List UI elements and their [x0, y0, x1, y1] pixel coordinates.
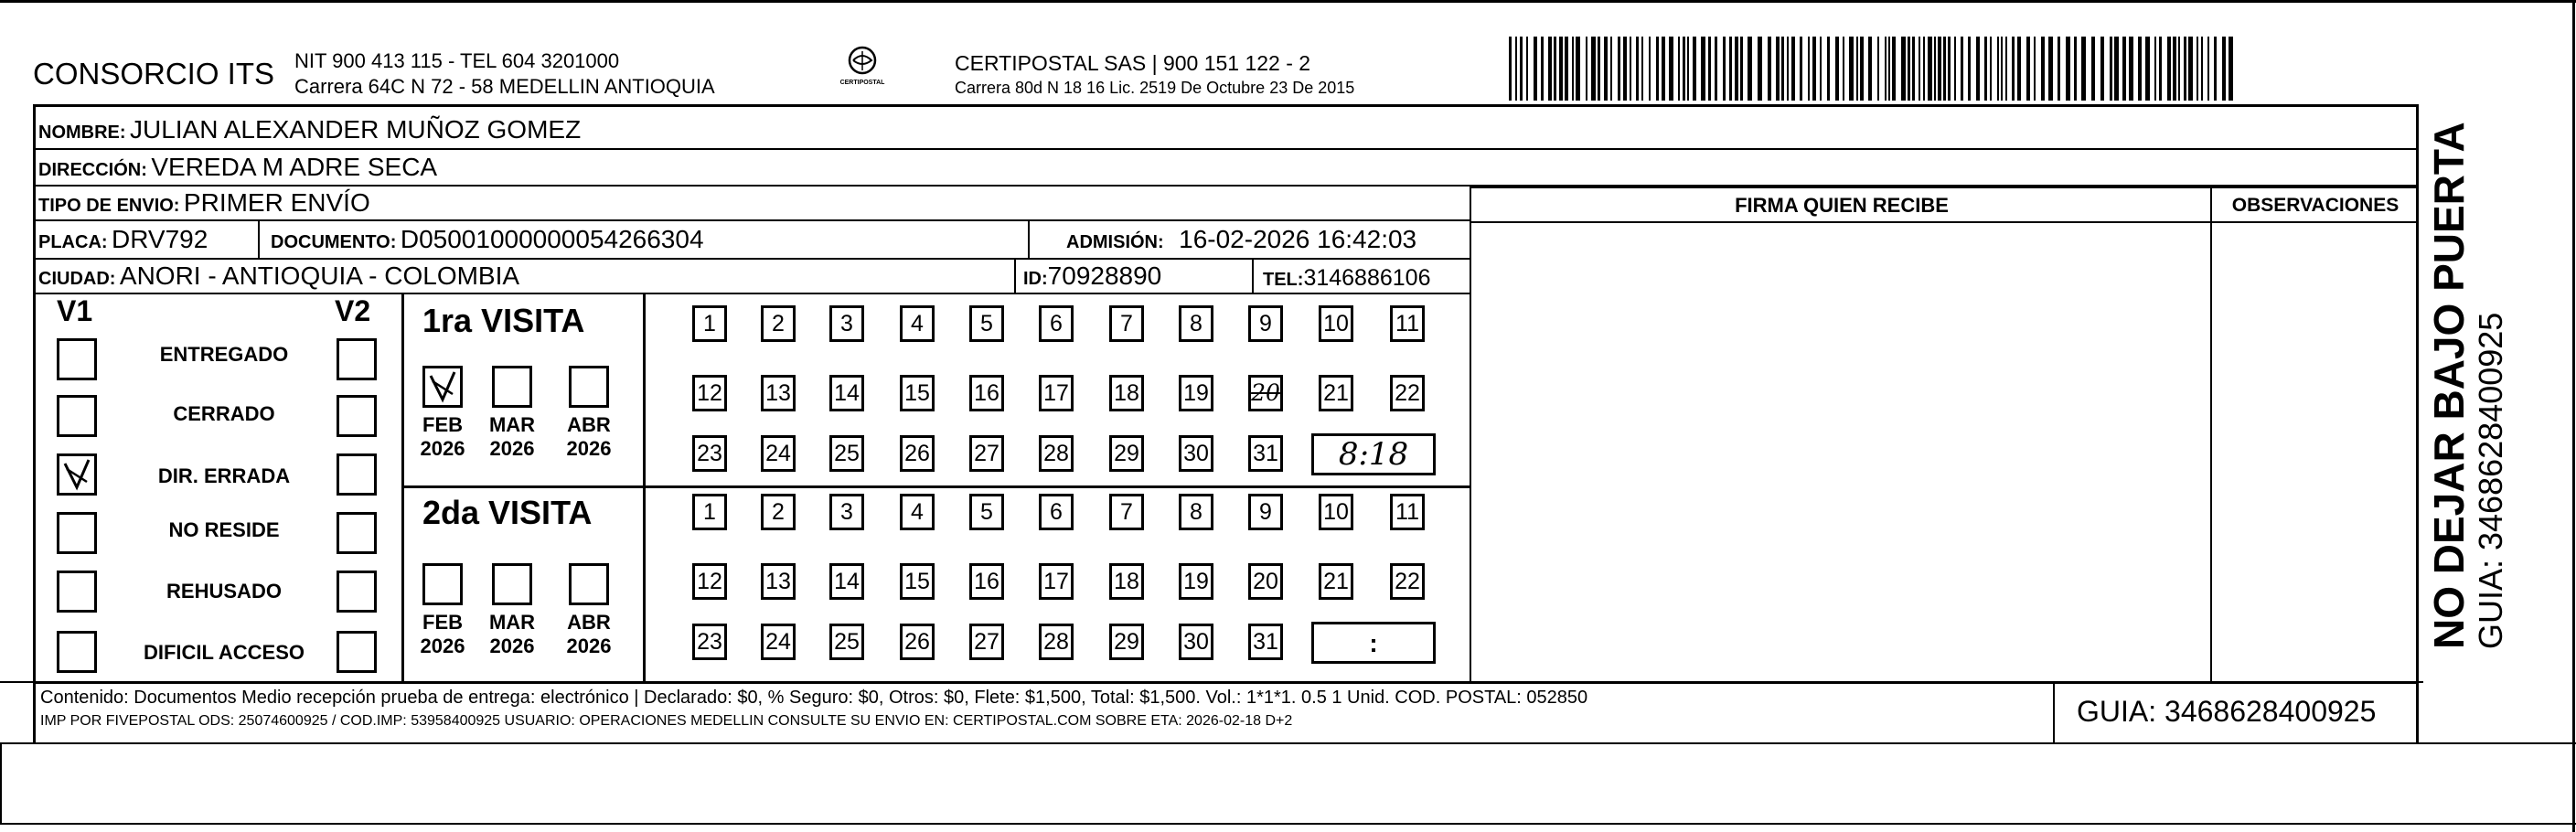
row-placa — [33, 221, 1471, 260]
barcode-bar — [1827, 37, 1830, 101]
visit2-day-box[interactable]: 30 — [1179, 624, 1213, 660]
barcode-bar — [1554, 37, 1556, 101]
barcode-bar — [1610, 37, 1612, 101]
logo-text: CERTIPOSTAL — [839, 80, 885, 86]
visit2-day-box[interactable]: 7 — [1109, 494, 1144, 530]
barcode-bar — [1877, 37, 1879, 101]
barcode-bar — [1598, 37, 1600, 101]
barcode-bar — [2214, 37, 2217, 101]
visit1-day-box[interactable]: 21 — [1319, 375, 1353, 411]
tipo-label: TIPO DE ENVIO: — [38, 196, 180, 216]
barcode-bar — [1990, 37, 1992, 101]
visit1-day-box[interactable]: 5 — [969, 305, 1004, 342]
visit2-month-checkbox[interactable] — [422, 563, 463, 605]
v1-checkbox[interactable] — [57, 512, 97, 554]
visit1-day-box[interactable]: 20 — [1248, 375, 1283, 411]
visit1-month-checkbox[interactable] — [569, 366, 609, 408]
barcode-bar — [1923, 37, 1925, 101]
barcode-bar — [1559, 37, 1563, 101]
visit2-day-box[interactable]: 15 — [900, 563, 935, 600]
barcode-bar — [1934, 37, 1936, 101]
visit1-month-checkbox[interactable] — [492, 366, 532, 408]
status-option-label: DIFICIL ACCESO — [143, 641, 305, 664]
visit1-day-box[interactable]: 23 — [692, 435, 727, 472]
barcode-bar — [1693, 37, 1696, 101]
visit2-day-box[interactable]: 18 — [1109, 563, 1144, 600]
barcode-bar — [2167, 37, 2171, 101]
barcode-bar — [1735, 37, 1738, 101]
visit2-year-label: 2026 — [566, 635, 612, 657]
barcode-bar — [2005, 37, 2007, 101]
id-cell — [1016, 260, 1254, 293]
visit1-time-box — [1311, 433, 1436, 475]
firma-column — [1470, 187, 2212, 682]
visit2-day-box[interactable]: 2 — [761, 494, 796, 530]
barcode-bar — [2034, 37, 2036, 101]
barcode-bar — [1835, 37, 1839, 101]
v1-checkbox[interactable] — [57, 571, 97, 613]
barcode-bar — [2184, 37, 2186, 101]
visit2-day-box[interactable]: 14 — [829, 563, 864, 600]
check-mark-icon — [59, 456, 94, 493]
barcode-bar — [2207, 37, 2209, 101]
visit2-day-box[interactable]: 26 — [900, 624, 935, 660]
barcode-bar — [2100, 37, 2104, 101]
visit2-day-box[interactable]: 20 — [1248, 563, 1283, 600]
ciudad-value: ANORI - ANTIOQUIA - COLOMBIA — [119, 261, 520, 290]
barcode-bar — [2154, 37, 2156, 101]
visit1-month-label: ABR — [567, 413, 611, 436]
v1-checkbox[interactable] — [57, 631, 97, 673]
barcode-bar — [2159, 37, 2162, 101]
barcode-bar — [1888, 37, 1890, 101]
direccion-label: DIRECCIÓN: — [38, 160, 147, 180]
visit1-month-checkbox[interactable] — [422, 366, 463, 408]
barcode-bar — [2138, 37, 2142, 101]
v2-checkbox[interactable] — [337, 512, 377, 554]
visit1-day-box[interactable]: 7 — [1109, 305, 1144, 342]
status-option-label: ENTREGADO — [159, 343, 289, 366]
footer-guia-cell — [2053, 683, 2419, 742]
barcode-bar — [1534, 37, 1537, 101]
v2-checkbox[interactable] — [337, 631, 377, 673]
right-border — [2572, 0, 2575, 832]
visit1-day-box[interactable]: 13 — [761, 375, 796, 411]
visit1-day-box[interactable]: 11 — [1390, 305, 1425, 342]
sender-nit-tel: NIT 900 413 115 - TEL 604 3201000 — [294, 49, 620, 72]
barcode-bar — [2173, 37, 2176, 101]
barcode-bar — [1901, 37, 1906, 101]
barcode-bar — [1678, 37, 1680, 101]
row-tipo — [33, 187, 1471, 221]
visit1-month-label: FEB — [422, 413, 463, 436]
visit2-day-box[interactable]: 13 — [761, 563, 796, 600]
barcode-bar — [1509, 37, 1512, 101]
barcode-bar — [1938, 37, 1941, 101]
visit1-day-box[interactable]: 12 — [692, 375, 727, 411]
status-option-label: DIR. ERRADA — [157, 464, 291, 487]
visit1-day-box[interactable]: 31 — [1248, 435, 1283, 472]
visit1-year-label: 2026 — [420, 437, 465, 460]
v1-header: V1 — [57, 294, 93, 327]
ciudad-cell — [33, 260, 1016, 293]
visit2-month-checkbox[interactable] — [492, 563, 532, 605]
barcode-bar — [1729, 37, 1732, 101]
visit2-month-label: MAR — [488, 611, 536, 634]
barcode-bar — [1723, 37, 1726, 101]
tipo-value: PRIMER ENVÍO — [183, 188, 370, 217]
top-border — [0, 0, 2576, 3]
visit2-day-box[interactable]: 19 — [1179, 563, 1213, 600]
barcode-bar — [1892, 37, 1896, 101]
barcode-bar — [2222, 37, 2226, 101]
barcode-bar — [2041, 37, 2045, 101]
barcode-bar — [2122, 37, 2126, 101]
barcode-bar — [1860, 37, 1864, 101]
visit2-day-box[interactable]: 22 — [1390, 563, 1425, 600]
barcode-bar — [2048, 37, 2053, 101]
documento-value: D05001000000054266304 — [400, 225, 704, 253]
visit2-day-box[interactable]: 11 — [1390, 494, 1425, 530]
barcode-bar — [2129, 37, 2133, 101]
barcode-bar — [1808, 37, 1810, 101]
v2-checkbox[interactable] — [337, 338, 377, 380]
barcode-bar — [1572, 37, 1574, 101]
visit1-year-label: 2026 — [566, 437, 612, 460]
barcode-bar — [1912, 37, 1915, 101]
visit-divider — [643, 294, 646, 682]
observaciones-header: OBSERVACIONES — [2212, 190, 2419, 223]
barcode-bar — [1687, 37, 1689, 101]
visit2-day-box[interactable]: 27 — [969, 624, 1004, 660]
barcode-bar — [1548, 37, 1552, 101]
barcode-bar — [1656, 37, 1659, 101]
visit1-year-label: 2026 — [489, 437, 535, 460]
visit2-day-box[interactable]: 4 — [900, 494, 935, 530]
barcode-bar — [2017, 37, 2021, 101]
visit1-day-box[interactable]: 6 — [1039, 305, 1074, 342]
logo-icon — [844, 46, 881, 77]
barcode-bar — [1618, 37, 1620, 101]
barcode — [1509, 37, 2240, 101]
visit1-day-box[interactable]: 10 — [1319, 305, 1353, 342]
visit1-day-box[interactable]: 9 — [1248, 305, 1283, 342]
barcode-bar — [1943, 37, 1946, 101]
barcode-bar — [1526, 37, 1528, 101]
barcode-bar — [1976, 37, 1980, 101]
barcode-bar — [1701, 37, 1705, 101]
barcode-bar — [2074, 37, 2077, 101]
barcode-bar — [2026, 37, 2030, 101]
barcode-bar — [1541, 37, 1544, 101]
visit1-day-box[interactable]: 3 — [829, 305, 864, 342]
barcode-bar — [2058, 37, 2060, 101]
v2-checkbox[interactable] — [337, 571, 377, 613]
visit1-day-box[interactable]: 8 — [1179, 305, 1213, 342]
v1-checkbox[interactable] — [57, 395, 97, 437]
barcode-bar — [1576, 37, 1580, 101]
barcode-bar — [1649, 37, 1651, 101]
visit1-day-box[interactable]: 17 — [1039, 375, 1074, 411]
barcode-bar — [2188, 37, 2193, 101]
footer-contenido: Contenido: Documentos Medio recepción prueba de entrega: electrónico | Declarado: $0, % Seguro: $0, Otros: $0, Flete: $1,500, Total: $1,500. Vol.: 1*1*1. 0.5 1 Unid. COD. POSTAL: 052850 — [40, 688, 1588, 708]
row-direccion — [33, 150, 2419, 187]
visit2-day-box[interactable]: 6 — [1039, 494, 1074, 530]
no-dejar-bajo-puerta: NO DEJAR BAJO PUERTA — [2425, 122, 2473, 649]
v2-header: V2 — [335, 294, 371, 327]
tel-value: 3146886106 — [1303, 265, 1431, 291]
barcode-bar — [2091, 37, 2095, 101]
barcode-bar — [1683, 37, 1685, 101]
barcode-bar — [1781, 37, 1784, 101]
left-border — [0, 742, 2, 825]
barcode-bar — [1565, 37, 1568, 101]
certipostal-logo — [839, 46, 885, 86]
barcode-bar — [1630, 37, 1631, 101]
barcode-bar — [1984, 37, 1987, 101]
visit2-day-box[interactable]: 1 — [692, 494, 727, 530]
check-mark-icon — [425, 368, 460, 405]
visit1-day-box[interactable]: 14 — [829, 375, 864, 411]
visit1-day-box[interactable]: 2 — [761, 305, 796, 342]
status-option-label: CERRADO — [173, 402, 275, 425]
barcode-bar — [1776, 37, 1780, 101]
barcode-bar — [1908, 37, 1910, 101]
firma-header: FIRMA QUIEN RECIBE — [1471, 190, 2212, 223]
barcode-bar — [2110, 37, 2112, 101]
barcode-bar — [1515, 37, 1517, 101]
visit2-day-box[interactable]: 3 — [829, 494, 864, 530]
status-option-label: NO RESIDE — [168, 518, 280, 541]
barcode-bar — [1623, 37, 1627, 101]
visit-row-divider — [401, 485, 1471, 488]
visit1-day-box[interactable]: 30 — [1179, 435, 1213, 472]
barcode-bar — [1812, 37, 1816, 101]
direccion-value: VEREDA M ADRE SECA — [151, 153, 438, 181]
visit2-day-box[interactable]: 5 — [969, 494, 1004, 530]
barcode-bar — [2201, 37, 2203, 101]
admision-label: ADMISIÓN: — [1066, 232, 1164, 252]
row-ciudad — [33, 260, 1471, 294]
barcode-bar — [1948, 37, 1951, 101]
lower-bottom-line — [0, 823, 2576, 825]
barcode-bar — [1520, 37, 1523, 101]
barcode-bar — [1669, 37, 1673, 101]
barcode-bar — [1591, 37, 1596, 101]
row-nombre — [33, 108, 2419, 150]
v2-checkbox[interactable] — [337, 395, 377, 437]
visit2-day-box[interactable]: 9 — [1248, 494, 1283, 530]
barcode-bar — [1715, 37, 1717, 101]
id-label: ID: — [1023, 269, 1048, 289]
visit1-day-box[interactable]: 26 — [900, 435, 935, 472]
barcode-bar — [1919, 37, 1920, 101]
id-value: 70928890 — [1047, 261, 1162, 290]
visit1-title: 1ra VISITA — [422, 302, 585, 339]
barcode-bar — [1604, 37, 1608, 101]
tel-cell — [1254, 260, 1430, 292]
barcode-bar — [2066, 37, 2070, 101]
visit2-title: 2da VISITA — [422, 494, 593, 531]
barcode-bar — [1758, 37, 1762, 101]
nombre-value: JULIAN ALEXANDER MUÑOZ GOMEZ — [130, 115, 582, 144]
visit2-day-box[interactable]: 10 — [1319, 494, 1353, 530]
barcode-bar — [1641, 37, 1643, 101]
placa-label: PLACA: — [38, 232, 108, 252]
barcode-bar — [2178, 37, 2180, 101]
visit2-day-box[interactable]: 23 — [692, 624, 727, 660]
footer-guia: GUIA: 3468628400925 — [2077, 695, 2377, 728]
visit2-month-label: FEB — [422, 611, 463, 634]
barcode-bar — [2081, 37, 2086, 101]
barcode-bar — [1800, 37, 1802, 101]
side-guia: GUIA: 3468628400925 — [2472, 312, 2509, 649]
barcode-bar — [2114, 37, 2119, 101]
side-text — [2425, 122, 2526, 649]
visit2-month-checkbox[interactable] — [569, 563, 609, 605]
visit1-day-box[interactable]: 15 — [900, 375, 935, 411]
visit1-day-box[interactable]: 22 — [1390, 375, 1425, 411]
visit2-year-label: 2026 — [420, 635, 465, 657]
barcode-bar — [1885, 37, 1887, 101]
sender-address: Carrera 64C N 72 - 58 MEDELLIN ANTIOQUIA — [294, 75, 715, 98]
barcode-bar — [1849, 37, 1854, 101]
visit1-day-box[interactable]: 24 — [761, 435, 796, 472]
visit1-day-box[interactable]: 1 — [692, 305, 727, 342]
barcode-bar — [1820, 37, 1822, 101]
visit1-day-box[interactable]: 19 — [1179, 375, 1213, 411]
barcode-bar — [1961, 37, 1963, 101]
visit2-time: : — [1369, 629, 1378, 657]
form-bottom-line — [0, 742, 2576, 744]
v1-checkbox[interactable] — [57, 453, 97, 496]
barcode-bar — [2145, 37, 2150, 101]
observaciones-column — [2210, 187, 2419, 682]
tel-label: TEL: — [1263, 270, 1304, 290]
visit2-time-box — [1311, 622, 1436, 664]
barcode-bar — [1954, 37, 1956, 101]
visit2-day-box[interactable]: 28 — [1039, 624, 1074, 660]
barcode-bar — [1740, 37, 1743, 101]
admision-cell — [1031, 221, 1416, 254]
barcode-bar — [2012, 37, 2015, 101]
barcode-bar — [1636, 37, 1639, 101]
visit1-day-box[interactable]: 29 — [1109, 435, 1144, 472]
barcode-bar — [1708, 37, 1711, 101]
barcode-bar — [1856, 37, 1858, 101]
visit2-day-box[interactable]: 31 — [1248, 624, 1283, 660]
visit2-year-label: 2026 — [489, 635, 535, 657]
barcode-bar — [1968, 37, 1971, 101]
status-option-label: REHUSADO — [166, 580, 282, 603]
visit1-month-label: MAR — [488, 413, 536, 436]
barcode-bar — [1662, 37, 1665, 101]
visit1-day-box[interactable]: 4 — [900, 305, 935, 342]
barcode-bar — [1748, 37, 1752, 101]
visit2-day-box[interactable]: 21 — [1319, 563, 1353, 600]
barcode-bar — [1868, 37, 1872, 101]
barcode-bar — [2001, 37, 2003, 101]
barcode-bar — [2229, 37, 2233, 101]
barcode-bar — [1787, 37, 1789, 101]
barcode-bar — [1768, 37, 1771, 101]
barcode-bar — [1843, 37, 1844, 101]
footer-imp: IMP POR FIVEPOSTAL ODS: 25074600925 / COD.IMP: 53958400925 USUARIO: OPERACIONES MEDELLIN CONSULTE SU ENVIO EN: CERTIPOSTAL.COM SOBRE ETA: 2026-02-18 D+2 — [40, 713, 1293, 729]
barcode-bar — [1928, 37, 1932, 101]
barcode-bar — [1586, 37, 1587, 101]
status-divider — [401, 294, 404, 682]
carrier-name: CERTIPOSTAL SAS | 900 151 122 - 2 — [955, 51, 1311, 75]
visit2-day-box[interactable]: 12 — [692, 563, 727, 600]
visit2-day-box[interactable]: 17 — [1039, 563, 1074, 600]
visit1-time: 8:18 — [1338, 436, 1409, 473]
visit2-day-box[interactable]: 8 — [1179, 494, 1213, 530]
visit2-day-box[interactable]: 24 — [761, 624, 796, 660]
visit2-day-box[interactable]: 25 — [829, 624, 864, 660]
documento-cell — [260, 221, 1030, 258]
nombre-label: NOMBRE: — [38, 123, 126, 143]
visit1-day-box[interactable]: 25 — [829, 435, 864, 472]
v2-checkbox[interactable] — [337, 453, 377, 496]
v1-checkbox[interactable] — [57, 338, 97, 380]
visit2-month-label: ABR — [567, 611, 611, 634]
placa-cell — [33, 221, 260, 258]
barcode-bar — [1791, 37, 1795, 101]
admision-value: 16-02-2026 16:42:03 — [1179, 225, 1417, 253]
carrier-license: Carrera 80d N 18 16 Lic. 2519 De Octubre 23 De 2015 — [955, 79, 1355, 97]
ciudad-label: CIUDAD: — [38, 269, 116, 289]
sender-name: CONSORCIO ITS — [33, 57, 275, 91]
visit2-day-box[interactable]: 29 — [1109, 624, 1144, 660]
placa-value: DRV792 — [112, 225, 208, 253]
barcode-bar — [1997, 37, 1999, 101]
visit1-day-box[interactable]: 16 — [969, 375, 1004, 411]
barcode-bar — [2197, 37, 2198, 101]
visit1-day-box[interactable]: 27 — [969, 435, 1004, 472]
visit1-day-box[interactable]: 18 — [1109, 375, 1144, 411]
documento-label: DOCUMENTO: — [271, 232, 397, 252]
visit1-day-box[interactable]: 28 — [1039, 435, 1074, 472]
visit2-day-box[interactable]: 16 — [969, 563, 1004, 600]
